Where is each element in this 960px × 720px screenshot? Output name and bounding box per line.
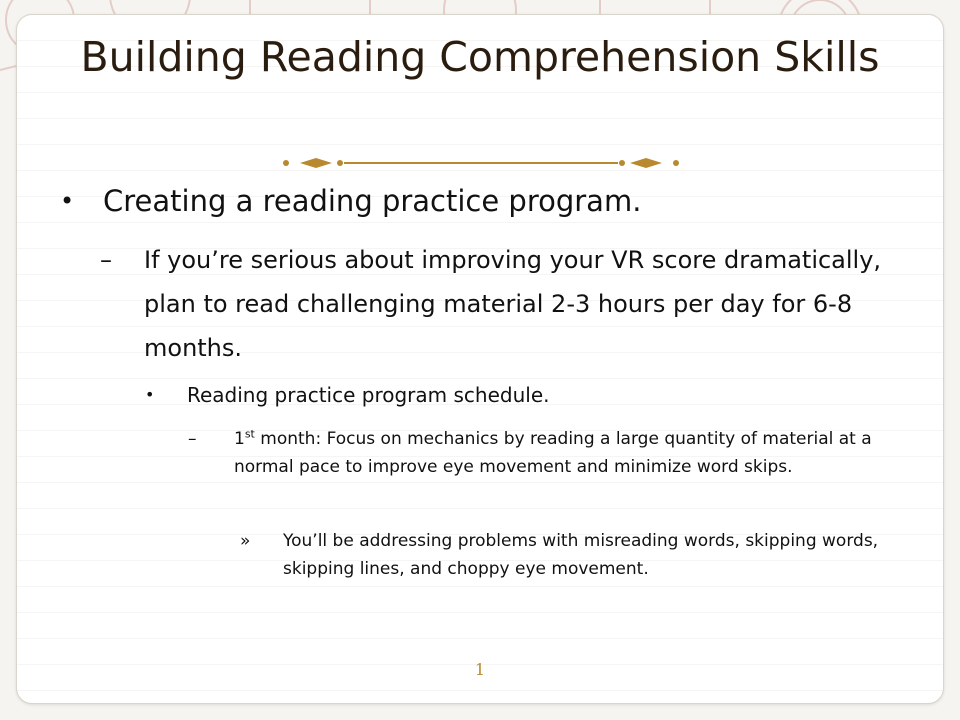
- ordinal-suffix: st: [244, 427, 255, 441]
- bullet-marker: •: [145, 385, 155, 404]
- bullet-text: Creating a reading practice program.: [103, 184, 642, 218]
- page-number: 1: [474, 660, 486, 679]
- bullet-text-container: [234, 425, 904, 481]
- bullet-text: Reading practice program schedule.: [187, 383, 550, 407]
- bullet-marker: –: [100, 246, 112, 274]
- bullet-marker: •: [60, 187, 75, 215]
- bullet-marker: –: [188, 429, 197, 449]
- bullet-text: month: Focus on mechanics by reading a large quantity of material at a normal pace to improve eye movement and minimize word skips.: [234, 429, 872, 477]
- ordinal-number: 1: [234, 429, 245, 449]
- bullet-text: If you’re serious about improving your VR score dramatically, plan to read challenging material 2-3 hours per day for 6-8 months.: [144, 246, 882, 362]
- slide-title: Building Reading Comprehension Skills: [80, 33, 880, 81]
- bullet-marker: »: [240, 531, 251, 551]
- bullet-text: You’ll be addressing problems with misreading words, skipping words, skipping lines, and choppy eye movement.: [283, 531, 879, 579]
